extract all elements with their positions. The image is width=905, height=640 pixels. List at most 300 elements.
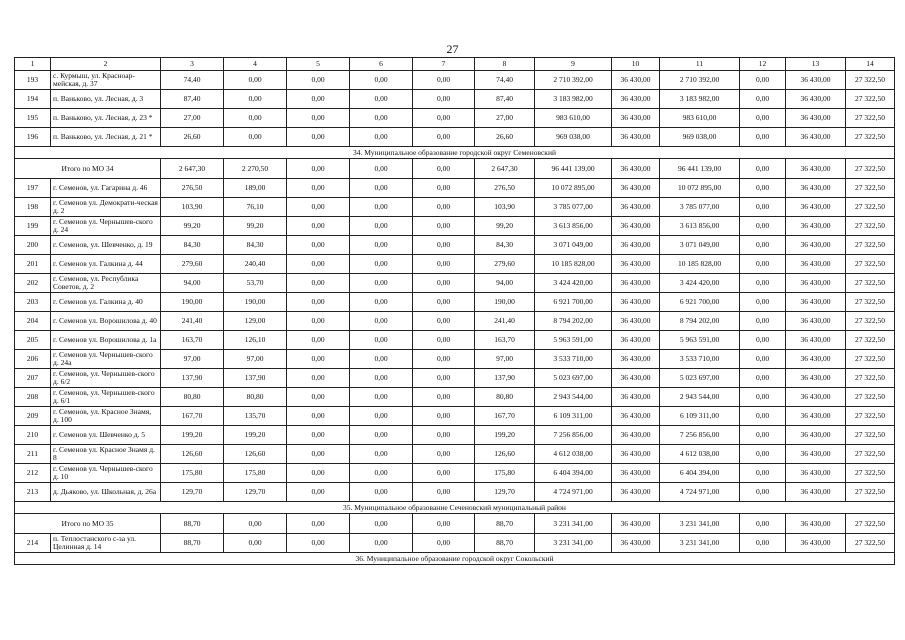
- table-cell: 36 430,00: [612, 514, 660, 534]
- table-row: [15, 534, 895, 553]
- address-cell: г. Семенов ул. Чернышев-ского д. 10: [51, 464, 161, 483]
- table-cell: 3 231 341,00: [535, 534, 612, 553]
- table-cell: 5 963 591,00: [660, 331, 740, 350]
- table-cell: 0,00: [224, 514, 287, 534]
- table-cell: 87,40: [161, 90, 224, 109]
- table-cell: 3 785 077,00: [660, 198, 740, 217]
- table-cell: 0,00: [740, 236, 786, 255]
- table-cell: 0,00: [740, 255, 786, 274]
- table-cell: 137,90: [475, 369, 535, 388]
- table-cell: 36 430,00: [612, 274, 660, 293]
- table-cell: 94,00: [475, 274, 535, 293]
- table-cell: 126,60: [475, 445, 535, 464]
- table-cell: 36 430,00: [612, 159, 660, 179]
- table-cell: 0,00: [350, 236, 413, 255]
- table-cell: 0,00: [740, 407, 786, 426]
- address-cell: г. Семенов, ул. Республика Советов, д. 2: [51, 274, 161, 293]
- table-cell: 99,20: [475, 217, 535, 236]
- table-cell: 240,40: [224, 255, 287, 274]
- column-header: 6: [350, 58, 413, 71]
- table-row: [15, 71, 895, 90]
- row-number: 213: [15, 483, 51, 502]
- table-cell: 36 430,00: [786, 534, 846, 553]
- table-cell: 0,00: [413, 71, 475, 90]
- table-cell: 36 430,00: [786, 128, 846, 147]
- table-cell: 0,00: [287, 236, 350, 255]
- table-row: [15, 217, 895, 236]
- row-number: 195: [15, 109, 51, 128]
- table-cell: 129,70: [224, 483, 287, 502]
- table-cell: 4 612 038,00: [535, 445, 612, 464]
- table-cell: 36 430,00: [786, 350, 846, 369]
- table-row: [15, 128, 895, 147]
- column-header: 9: [535, 58, 612, 71]
- table-row: [15, 109, 895, 128]
- table-cell: 6 921 700,00: [660, 293, 740, 312]
- table-cell: 80,80: [224, 388, 287, 407]
- table-cell: 36 430,00: [612, 255, 660, 274]
- table-cell: 0,00: [413, 90, 475, 109]
- address-cell: п. Теплостанского с-за ул. Целинная д. 14: [51, 534, 161, 553]
- row-number: 198: [15, 198, 51, 217]
- table-cell: 36 430,00: [786, 426, 846, 445]
- table-cell: 0,00: [287, 464, 350, 483]
- table-cell: 27 322,50: [846, 255, 895, 274]
- table-row: [15, 350, 895, 369]
- table-cell: 0,00: [287, 159, 350, 179]
- table-cell: 0,00: [350, 293, 413, 312]
- table-cell: 6 109 311,00: [535, 407, 612, 426]
- table-cell: 27,00: [475, 109, 535, 128]
- table-cell: 969 038,00: [535, 128, 612, 147]
- table-cell: 199,20: [161, 426, 224, 445]
- table-cell: 10 072 895,00: [660, 179, 740, 198]
- table-cell: 5 023 697,00: [660, 369, 740, 388]
- row-number: 211: [15, 445, 51, 464]
- table-cell: 36 430,00: [612, 293, 660, 312]
- table-cell: 36 430,00: [786, 293, 846, 312]
- table-cell: 3 533 710,00: [535, 350, 612, 369]
- table-cell: 0,00: [413, 179, 475, 198]
- table-row: [15, 293, 895, 312]
- column-header: 7: [413, 58, 475, 71]
- table-cell: 88,70: [161, 514, 224, 534]
- table-cell: 27 322,50: [846, 407, 895, 426]
- table-row: [15, 179, 895, 198]
- table-cell: 36 430,00: [786, 407, 846, 426]
- row-number: 206: [15, 350, 51, 369]
- row-number: 210: [15, 426, 51, 445]
- table-cell: 0,00: [740, 464, 786, 483]
- table-cell: 0,00: [413, 388, 475, 407]
- row-number: 201: [15, 255, 51, 274]
- table-cell: 0,00: [350, 369, 413, 388]
- table-cell: 27 322,50: [846, 331, 895, 350]
- column-header: 2: [51, 58, 161, 71]
- table-cell: 0,00: [740, 159, 786, 179]
- table-cell: 99,20: [161, 217, 224, 236]
- table-cell: 53,70: [224, 274, 287, 293]
- table-cell: 36 430,00: [786, 198, 846, 217]
- table-cell: 0,00: [740, 274, 786, 293]
- address-cell: г. Семенов ул. Ворошилова д. 40: [51, 312, 161, 331]
- table-cell: 27 322,50: [846, 198, 895, 217]
- table-cell: 2 647,30: [475, 159, 535, 179]
- table-cell: 0,00: [350, 445, 413, 464]
- table-cell: 27 322,50: [846, 464, 895, 483]
- table-cell: 8 794 202,00: [660, 312, 740, 331]
- address-cell: г. Семенов ул. Красное Знамя д. 8: [51, 445, 161, 464]
- table-cell: 3 613 856,00: [535, 217, 612, 236]
- table-cell: 126,60: [161, 445, 224, 464]
- table-cell: 2 710 392,00: [535, 71, 612, 90]
- table-cell: 27 322,50: [846, 159, 895, 179]
- table-cell: 0,00: [350, 159, 413, 179]
- table-cell: 0,00: [413, 464, 475, 483]
- table-cell: 36 430,00: [786, 483, 846, 502]
- table-cell: 36 430,00: [612, 71, 660, 90]
- table-row: [15, 331, 895, 350]
- column-header: 3: [161, 58, 224, 71]
- address-cell: д. Дьяково, ул. Школьная, д. 26а: [51, 483, 161, 502]
- table-cell: 0,00: [350, 198, 413, 217]
- row-number: 197: [15, 179, 51, 198]
- table-cell: 0,00: [740, 128, 786, 147]
- table-cell: 0,00: [350, 217, 413, 236]
- table-cell: 190,00: [224, 293, 287, 312]
- row-number: 205: [15, 331, 51, 350]
- table-cell: 0,00: [413, 445, 475, 464]
- table-row: [15, 274, 895, 293]
- table-cell: 0,00: [287, 217, 350, 236]
- table-cell: 88,70: [161, 534, 224, 553]
- table-cell: 0,00: [224, 90, 287, 109]
- section-title: 34. Муниципальное образование городской округ Семеновский: [15, 147, 895, 159]
- table-cell: 27 322,50: [846, 369, 895, 388]
- address-cell: п. Ваньково, ул. Лесная, д. 21 *: [51, 128, 161, 147]
- table-cell: 0,00: [413, 236, 475, 255]
- table-cell: 2 647,30: [161, 159, 224, 179]
- address-cell: г. Семенов ул. Ворошилова д. 1а: [51, 331, 161, 350]
- table-cell: 0,00: [413, 255, 475, 274]
- table-cell: 129,70: [161, 483, 224, 502]
- table-cell: 0,00: [287, 198, 350, 217]
- table-cell: 36 430,00: [786, 90, 846, 109]
- address-cell: г. Семенов, ул. Шевченко, д. 19: [51, 236, 161, 255]
- table-cell: 175,80: [161, 464, 224, 483]
- table-cell: 0,00: [287, 331, 350, 350]
- table-cell: 0,00: [287, 369, 350, 388]
- table-cell: 0,00: [740, 179, 786, 198]
- table-row: [15, 90, 895, 109]
- table-cell: 199,20: [224, 426, 287, 445]
- table-cell: 103,90: [161, 198, 224, 217]
- table-cell: 0,00: [413, 198, 475, 217]
- table-cell: 0,00: [350, 179, 413, 198]
- table-row: [15, 483, 895, 502]
- table-cell: 7 256 856,00: [660, 426, 740, 445]
- table-cell: 3 231 341,00: [660, 534, 740, 553]
- table-cell: 36 430,00: [612, 426, 660, 445]
- table-cell: 0,00: [224, 109, 287, 128]
- table-cell: 0,00: [413, 514, 475, 534]
- table-cell: 0,00: [350, 331, 413, 350]
- table-cell: 6 404 394,00: [660, 464, 740, 483]
- table-cell: 3 071 049,00: [535, 236, 612, 255]
- table-cell: 8 794 202,00: [535, 312, 612, 331]
- table-cell: 27 322,50: [846, 71, 895, 90]
- row-number: 209: [15, 407, 51, 426]
- table-cell: 10 185 828,00: [535, 255, 612, 274]
- table-cell: 84,30: [161, 236, 224, 255]
- table-cell: 27 322,50: [846, 445, 895, 464]
- table-cell: 36 430,00: [786, 514, 846, 534]
- table-cell: 241,40: [161, 312, 224, 331]
- table-cell: 175,80: [224, 464, 287, 483]
- column-header: 4: [224, 58, 287, 71]
- table-cell: 36 430,00: [612, 445, 660, 464]
- total-row: [15, 514, 895, 534]
- table-body: [15, 58, 895, 565]
- table-cell: 129,70: [475, 483, 535, 502]
- table-cell: 0,00: [287, 312, 350, 331]
- table-cell: 97,00: [475, 350, 535, 369]
- table-cell: 4 612 038,00: [660, 445, 740, 464]
- table-cell: 0,00: [413, 369, 475, 388]
- table-cell: 4 724 971,00: [660, 483, 740, 502]
- section-title: 36. Муниципальное образование городской округ Сокольский: [15, 553, 895, 565]
- address-cell: г. Семенов ул. Демократи-ческая д. 2: [51, 198, 161, 217]
- table-cell: 74,40: [475, 71, 535, 90]
- table-cell: 36 430,00: [786, 159, 846, 179]
- column-header: 1: [15, 58, 51, 71]
- table-cell: 276,50: [161, 179, 224, 198]
- table-cell: 199,20: [475, 426, 535, 445]
- table-cell: 94,00: [161, 274, 224, 293]
- table-cell: 103,90: [475, 198, 535, 217]
- table-cell: 0,00: [287, 90, 350, 109]
- table-cell: 96 441 139,00: [660, 159, 740, 179]
- table-cell: 0,00: [740, 426, 786, 445]
- table-cell: 87,40: [475, 90, 535, 109]
- table-cell: 36 430,00: [786, 109, 846, 128]
- table-cell: 36 430,00: [612, 331, 660, 350]
- total-row: [15, 159, 895, 179]
- table-cell: 36 430,00: [612, 350, 660, 369]
- table-cell: 0,00: [350, 426, 413, 445]
- table-cell: 0,00: [740, 198, 786, 217]
- table-cell: 3 424 420,00: [535, 274, 612, 293]
- table-cell: 0,00: [740, 71, 786, 90]
- column-header: 12: [740, 58, 786, 71]
- table-cell: 84,30: [224, 236, 287, 255]
- table-row: [15, 312, 895, 331]
- table-cell: 3 424 420,00: [660, 274, 740, 293]
- table-cell: 3 231 341,00: [535, 514, 612, 534]
- table-cell: 27 322,50: [846, 350, 895, 369]
- table-cell: 163,70: [161, 331, 224, 350]
- table-cell: 36 430,00: [612, 534, 660, 553]
- table-cell: 0,00: [413, 312, 475, 331]
- table-cell: 36 430,00: [612, 464, 660, 483]
- table-cell: 36 430,00: [786, 369, 846, 388]
- table-cell: 7 256 856,00: [535, 426, 612, 445]
- table-cell: 36 430,00: [612, 128, 660, 147]
- table-row: [15, 445, 895, 464]
- section-row: [15, 147, 895, 159]
- table-cell: 27 322,50: [846, 388, 895, 407]
- table-cell: 0,00: [413, 109, 475, 128]
- table-cell: 84,30: [475, 236, 535, 255]
- table-cell: 99,20: [224, 217, 287, 236]
- table-cell: 0,00: [740, 534, 786, 553]
- table-cell: 0,00: [287, 109, 350, 128]
- table-cell: 279,60: [161, 255, 224, 274]
- table-cell: 36 430,00: [612, 198, 660, 217]
- table-cell: 0,00: [413, 534, 475, 553]
- table-cell: 0,00: [350, 388, 413, 407]
- table-cell: 163,70: [475, 331, 535, 350]
- table-cell: 189,00: [224, 179, 287, 198]
- address-cell: г. Семенов, ул. Чернышев-ского д. 6/1: [51, 388, 161, 407]
- table-cell: 0,00: [740, 293, 786, 312]
- table-cell: 0,00: [413, 483, 475, 502]
- table-cell: 0,00: [224, 534, 287, 553]
- table-row: [15, 426, 895, 445]
- table-cell: 0,00: [287, 255, 350, 274]
- section-row: [15, 553, 895, 565]
- table-cell: 5 963 591,00: [535, 331, 612, 350]
- table-cell: 26,60: [161, 128, 224, 147]
- address-cell: г. Семенов, ул. Красное Знамя, д. 100: [51, 407, 161, 426]
- table-row: [15, 369, 895, 388]
- table-cell: 0,00: [413, 293, 475, 312]
- table-cell: 36 430,00: [612, 483, 660, 502]
- section-row: [15, 502, 895, 514]
- table-cell: 0,00: [350, 109, 413, 128]
- table-cell: 0,00: [740, 350, 786, 369]
- table-cell: 969 038,00: [660, 128, 740, 147]
- table-cell: 0,00: [287, 350, 350, 369]
- table-cell: 6 109 311,00: [660, 407, 740, 426]
- table-cell: 4 724 971,00: [535, 483, 612, 502]
- section-title: 35. Муниципальное образование Сеченовский муниципальный район: [15, 502, 895, 514]
- table-cell: 27 322,50: [846, 514, 895, 534]
- table-cell: 175,80: [475, 464, 535, 483]
- table-cell: 36 430,00: [786, 179, 846, 198]
- table-cell: 97,00: [224, 350, 287, 369]
- table-cell: 36 430,00: [786, 388, 846, 407]
- table-cell: 0,00: [740, 483, 786, 502]
- table-cell: 96 441 139,00: [535, 159, 612, 179]
- table-cell: 88,70: [475, 514, 535, 534]
- row-number: 207: [15, 369, 51, 388]
- table-cell: 27 322,50: [846, 293, 895, 312]
- table-cell: 0,00: [350, 274, 413, 293]
- table-cell: 10 072 895,00: [535, 179, 612, 198]
- table-cell: 80,80: [161, 388, 224, 407]
- table-cell: 135,70: [224, 407, 287, 426]
- table-cell: 6 404 394,00: [535, 464, 612, 483]
- table-cell: 3 183 982,00: [660, 90, 740, 109]
- table-cell: 0,00: [413, 426, 475, 445]
- table-cell: 3 533 710,00: [660, 350, 740, 369]
- table-cell: 0,00: [740, 388, 786, 407]
- page-number: 27: [446, 42, 459, 56]
- table-cell: 3 071 049,00: [660, 236, 740, 255]
- table-cell: 0,00: [287, 293, 350, 312]
- address-cell: г. Семенов, ул. Чернышев-ского д. 6/2: [51, 369, 161, 388]
- address-cell: п. Ваньково, ул. Лесная, д. 3: [51, 90, 161, 109]
- table-cell: 167,70: [161, 407, 224, 426]
- table-cell: 0,00: [350, 312, 413, 331]
- table-cell: 27 322,50: [846, 128, 895, 147]
- table-cell: 36 430,00: [612, 312, 660, 331]
- column-header: 5: [287, 58, 350, 71]
- table-cell: 2 943 544,00: [660, 388, 740, 407]
- table-cell: 983 610,00: [660, 109, 740, 128]
- table-cell: 126,60: [224, 445, 287, 464]
- table-cell: 0,00: [287, 445, 350, 464]
- table-cell: 0,00: [413, 217, 475, 236]
- table-cell: 0,00: [740, 445, 786, 464]
- table-cell: 3 785 077,00: [535, 198, 612, 217]
- table-cell: 0,00: [413, 407, 475, 426]
- table-cell: 27 322,50: [846, 534, 895, 553]
- table-cell: 0,00: [413, 350, 475, 369]
- table-cell: 27 322,50: [846, 236, 895, 255]
- table-cell: 36 430,00: [786, 217, 846, 236]
- table-cell: 3 183 982,00: [535, 90, 612, 109]
- table-cell: 36 430,00: [786, 255, 846, 274]
- address-cell: г. Семенов ул. Чернышев-ского д. 24а: [51, 350, 161, 369]
- table-row: [15, 198, 895, 217]
- table-cell: 0,00: [287, 483, 350, 502]
- address-cell: г. Семенов, ул. Гагарина д. 46: [51, 179, 161, 198]
- table-row: [15, 464, 895, 483]
- table-cell: 190,00: [475, 293, 535, 312]
- table-cell: 0,00: [224, 71, 287, 90]
- table-cell: 0,00: [413, 331, 475, 350]
- row-number: 203: [15, 293, 51, 312]
- table-cell: 0,00: [287, 128, 350, 147]
- total-label: Итого по МО 34: [15, 159, 161, 179]
- table-cell: 0,00: [740, 369, 786, 388]
- table-cell: 88,70: [475, 534, 535, 553]
- table-cell: 27 322,50: [846, 274, 895, 293]
- table-cell: 36 430,00: [786, 236, 846, 255]
- row-number: 193: [15, 71, 51, 90]
- table-cell: 0,00: [740, 217, 786, 236]
- row-number: 199: [15, 217, 51, 236]
- table-cell: 137,90: [224, 369, 287, 388]
- table-cell: 36 430,00: [612, 179, 660, 198]
- table-cell: 26,60: [475, 128, 535, 147]
- table-cell: 27 322,50: [846, 217, 895, 236]
- row-number: 202: [15, 274, 51, 293]
- table-cell: 10 185 828,00: [660, 255, 740, 274]
- table-row: [15, 388, 895, 407]
- table-cell: 0,00: [413, 128, 475, 147]
- table-cell: 76,10: [224, 198, 287, 217]
- column-header: 10: [612, 58, 660, 71]
- table-cell: 74,40: [161, 71, 224, 90]
- table-cell: 0,00: [350, 534, 413, 553]
- row-number: 204: [15, 312, 51, 331]
- table-cell: 0,00: [740, 331, 786, 350]
- table-cell: 36 430,00: [612, 90, 660, 109]
- table-row: [15, 236, 895, 255]
